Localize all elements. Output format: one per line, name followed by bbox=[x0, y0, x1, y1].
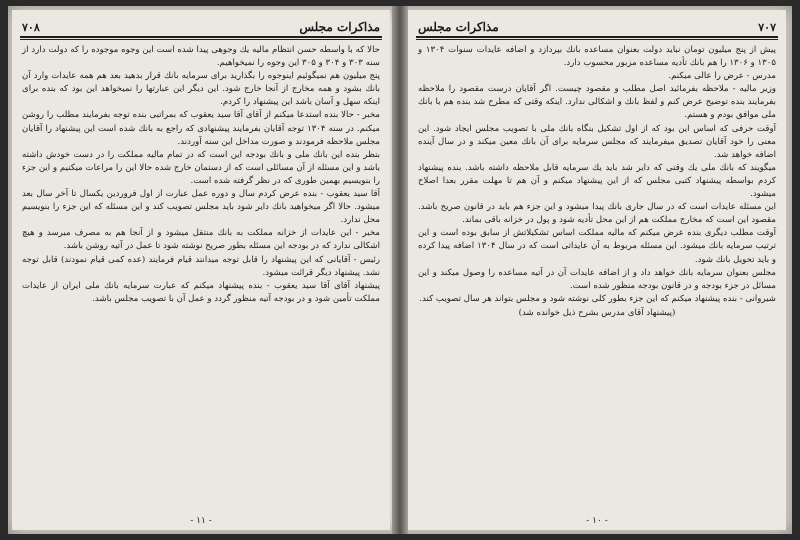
book-gutter bbox=[392, 6, 408, 534]
paragraph: پنج ميليون هم نميگوئيم اينوجوه را بگذاريد براى سرمايه بانك قرار بدهيد بعد هم همه عايدات وارد آن بانك بشود و همه مخارج از آنجا خارج شود. اين ديگر اين عبارتها را نميخواهد اين بود كه بنده برای اينكه سهل و آسان باشد اين پيشنهاد را كردم. bbox=[22, 71, 380, 108]
left-page bbox=[12, 10, 390, 530]
paragraph: آوقت مطلب ديگرى بنده عرض ميكنم كه ماليه مملكت اساس تشكيلاتش از سابق بوده است و اين ترتيب سرمايه بانك ميشود. اين مسئله مربوط به آن عايداتى است كه در سال ۱۳۰۴ اضافه پيدا كرده و بايد تحويل بانك شود. bbox=[418, 228, 776, 265]
paragraph: حالا كه با واسطه حسن انتظام ماليه يك وجوهى پيدا شده است اين وجوه موجوده را كه دولت دارد از سنه ۳۰۳ و ۳۰۴ و ۳۰۵ اين وجوه را نميخواهيم. bbox=[22, 45, 380, 69]
right-page-body bbox=[418, 44, 776, 512]
paragraph: مخبر - حالا بنده استدعا ميكنم از آقاى آقا سيد يعقوب كه بمراتبى بنده توجه بفرمايند مطلب را روشن ميكنم. در سنه ۱۳۰۴ توجه آقايان بفرمايند پيشنهادى كه راجع به بانك شده است اين پيشنهاد را آقايان مجلس ملاحظه فرمودند و صورت مداخل اين سنه آوردند. bbox=[22, 110, 380, 147]
book-spread bbox=[8, 6, 792, 534]
paragraph: رئيس - آقايانى كه اين پيشنهاد را قابل توجه ميدانند قيام فرمايند (عده كمى قيام نمودند) قابل توجه نشد. پيشنهاد ديگر قرائت ميشود. bbox=[22, 254, 380, 278]
paragraph: اين مسئله عايدات است كه در سال جارى بانك پيدا ميشود و اين جزء هم بايد در قانون صريح باشد. مقصود اين است كه مخارج مملكت هم از اين محل تأديه شود و پول در خزانه باقى بماند. bbox=[418, 202, 776, 226]
header-rule bbox=[416, 36, 778, 38]
paragraph: شيروانى - بنده پيشنهاد ميكنم كه اين جزء بطور كلى نوشته شود و مجلس بتواند هر سال تصويب كند. bbox=[419, 293, 776, 304]
paragraph: پيشنهاد آقاى آقا سيد يعقوب - بنده پيشنهاد ميكنم كه عبارت سرمايه بانك ملى ايران از عايدات مملكت تأمين شود و در بودجه آتيه منظور گردد و عمل آن با تصويب مجلس باشد. bbox=[22, 280, 380, 304]
left-page-header bbox=[22, 16, 380, 34]
paragraph: (پيشنهاد آقاى مدرس بشرح ذيل خوانده شد) bbox=[518, 307, 676, 318]
right-running-title: مذاكرات مجلس bbox=[418, 20, 499, 34]
header-rule-thin bbox=[416, 39, 778, 40]
paragraph: پيش از پنج ميليون تومان نبايد دولت بعنوان مساعده بانك بپردازد و اضافه عايدات سنوات ۱۳۰۴ و ۱۳۰۵ و ۱۳۰۶ را هم بانك تأديه مساعده مزبور محسوب دارد. bbox=[418, 45, 776, 69]
left-page-body bbox=[22, 44, 380, 512]
header-rule bbox=[20, 36, 382, 38]
right-page bbox=[408, 10, 786, 530]
left-page-footer: - ۱۱ - bbox=[190, 516, 212, 526]
right-page-header bbox=[418, 16, 776, 34]
header-rule-thin bbox=[20, 39, 382, 40]
paragraph: آوقت حرفى كه اساس اين بود كه از اول تشكيل بنگاه بانك ملى با تصويب مجلس ايجاد شود. اين معنى را خود آقايان تصديق ميفرمايند كه مجلس سرمايه براى آن بانك معين ميكند و در سال آينده اضافه خواهد شد. bbox=[418, 123, 776, 160]
left-running-title: مذاكرات مجلس bbox=[299, 20, 380, 34]
paragraph: مدرس - عرض را عالى ميكنم. bbox=[668, 71, 776, 82]
paragraph: وزير ماليه - ملاحظه بفرمائيد اصل مطلب و مقصود چيست. اگر آقايان درست مقصود را ملاحظه بفرمايند بنده توضيح عرض كنم و لفظ بانك و اشكالى ندارد. اينكه وقتى كه مطرح شد بنده هم با بانك ملى موافق بودم و هستم. bbox=[418, 84, 776, 121]
paragraph: ميگويند كه بانك ملى يك وقتى كه داير شد بايد يك سرمايه قابل ملاحظه داشته باشد. بنده پيشنهاد كردم بواسطه پيشنهاد كتبى مجلس كه از اين پيشنهاد ميكنم و آن هم تا مهلت مقرر بعدا اصلاح ميشود. bbox=[418, 162, 776, 200]
right-page-footer: - ۱۰ - bbox=[586, 516, 608, 526]
left-page-number: ۷۰۸ bbox=[22, 21, 40, 34]
paragraph: مجلس بعنوان سرمايه بانك خواهد داد و از اضافه عايدات آن در آتيه مساعده را وصول ميكند و اين مسائل در جزء بودجه و در قانون بودجه منظور شده است. bbox=[418, 267, 776, 291]
paragraph: آقا سيد يعقوب - بنده عرض كردم سال و دوره عمل عبارت از اول فروردين يكسال تا آخر سال بعد ميشود. حالا اگر ميخواهيد بانك داير شود بايد مجلس تصويب كند و اين مسئله كه اين جزء را بنويسيم محل ندارد. bbox=[22, 189, 380, 226]
right-page-number: ۷۰۷ bbox=[758, 21, 776, 34]
paragraph: مخبر - اين عايدات از خزانه مملكت به بانك منتقل ميشود و از آنجا هم به مصرف ميرسد و هيچ اشكالى ندارد كه در بودجه اين مسئله بطور صريح نوشته شود تا عمل در آتيه روشن باشد. bbox=[22, 228, 380, 252]
paragraph: بنظر بنده اين بانك ملى و بانك بودجه اين است كه در تمام ماليه مملكت را در دست خودش داشته باشد و اين مسئله از آن مسائلى است كه از دستمان خارج شده حالا اين را مراعات ميكنيم و اين جزء را بنويسيم بهمين طورى كه در نظر گرفته شده است. bbox=[22, 149, 380, 186]
